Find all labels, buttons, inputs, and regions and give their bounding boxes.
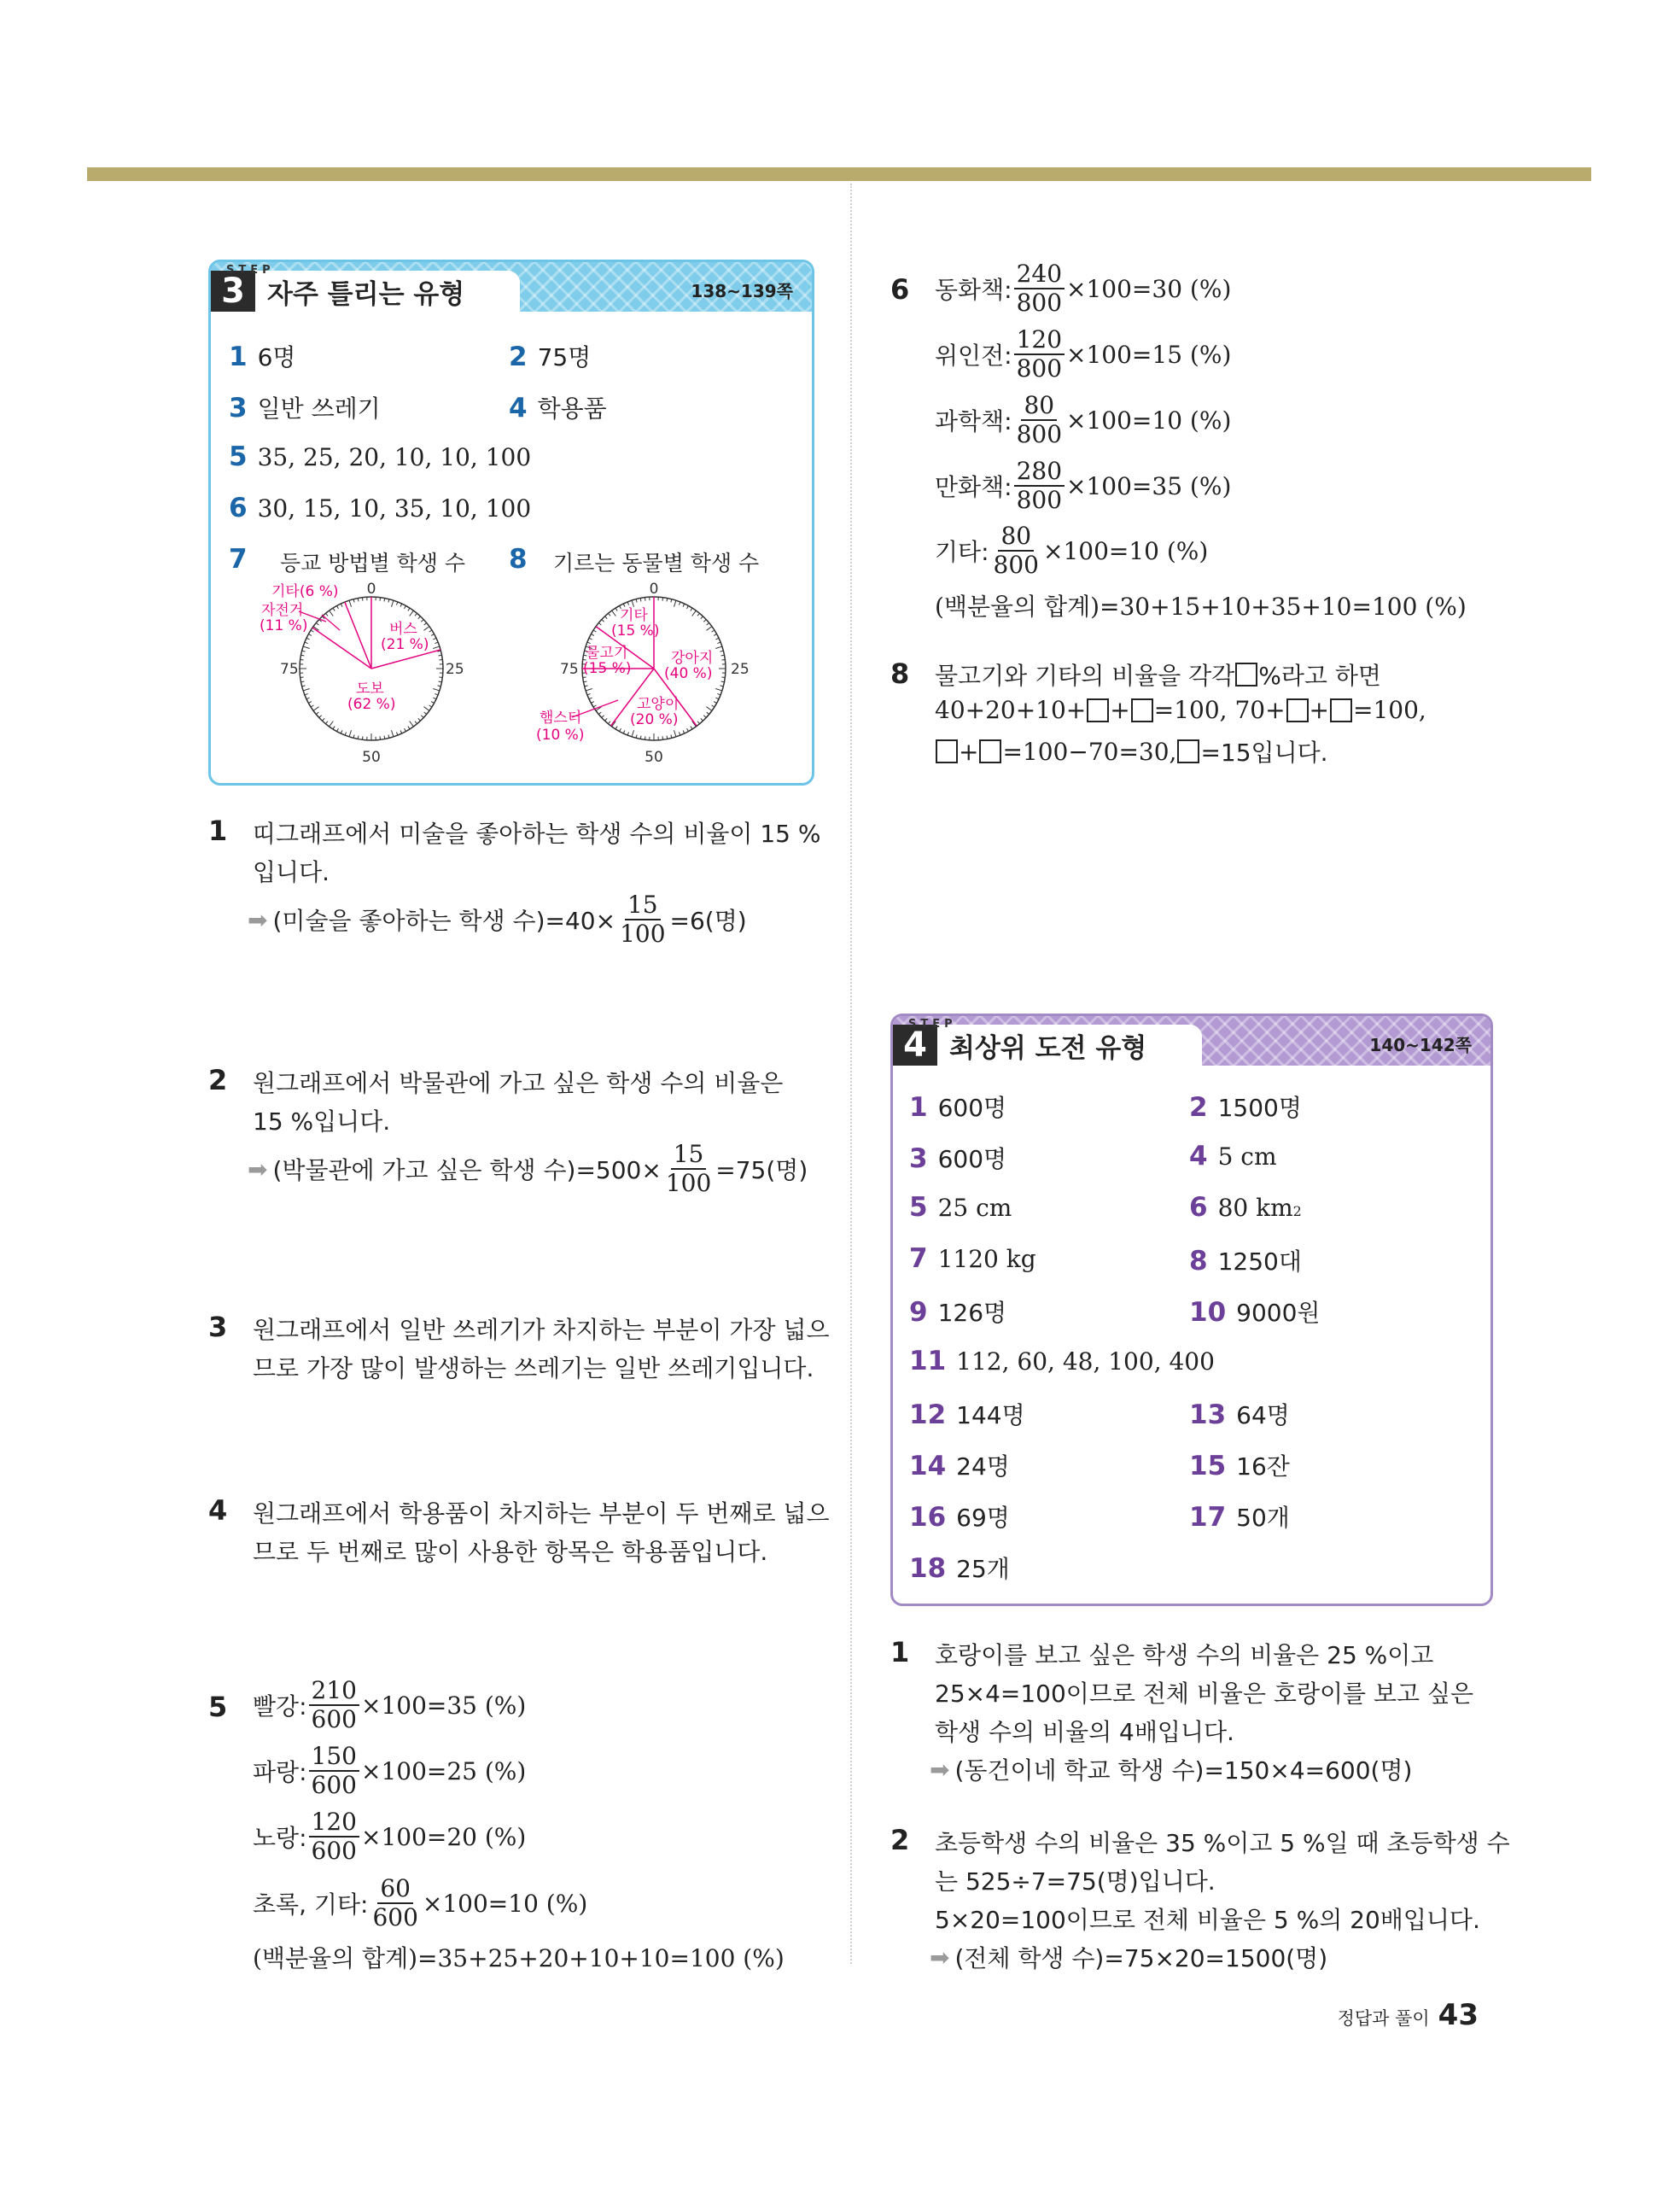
- step3-answer-3: 3 일반 쓰레기: [229, 393, 381, 424]
- pie8-label-dog-pct: (40 %): [664, 665, 713, 682]
- step4-header-band: [893, 1016, 1490, 1066]
- sol4-q1-line2: 25×4=100이므로 전체 비율은 호랑이를 보고 싶은: [935, 1680, 1474, 1708]
- blank-box: [1131, 698, 1153, 722]
- sol3-q6-row1: 동화책: $\frac{240}{800}$ ×100=30 (%): [935, 260, 1232, 317]
- sol3-q1-line2: 입니다.: [253, 858, 330, 886]
- step3-header-tab: [211, 264, 520, 312]
- tick-mark: [303, 646, 310, 648]
- sol3-q6-row3: 과학책: $\frac{80}{800}$ ×100=10 (%): [935, 391, 1232, 448]
- tick-mark: [586, 688, 592, 690]
- pie7-tick-25: 25: [446, 661, 464, 678]
- tick-mark: [715, 688, 722, 690]
- tick-mark: [349, 730, 351, 737]
- sol3-q2-formula: ➡ (박물관에 가고 싶은 학생 수)=500× $\frac{15}{100}$ =75(명): [248, 1140, 808, 1197]
- step4-answer-9: 9 126명: [909, 1297, 1007, 1328]
- footer-label: 정답과 풀이: [1337, 2008, 1430, 2029]
- fraction: $\frac{210}{600}$: [309, 1677, 359, 1733]
- pie8-title: 기르는 동물별 학생 수: [553, 551, 760, 576]
- tick-mark: [423, 707, 429, 711]
- sol3-q8-line3: + =100−70=30, =15입니다.: [935, 734, 1328, 768]
- step4-answer-10: 10 9000원: [1189, 1297, 1321, 1328]
- page-number: 43: [1438, 1998, 1479, 2032]
- step4-answer-13: 13 64명: [1189, 1399, 1290, 1430]
- sol4-q1-line1: 호랑이를 보고 싶은 학생 수의 비율은 25 %이고: [935, 1641, 1434, 1669]
- step4-answer-17: 17 50개: [1189, 1502, 1290, 1533]
- step3-answer-6: 6 30, 15, 10, 35, 10, 100: [229, 493, 532, 523]
- step4-header-tab: [893, 1018, 1202, 1066]
- pie7-tick-0: 0: [366, 581, 376, 598]
- blank-box: [1286, 698, 1309, 722]
- blank-box: [936, 739, 958, 763]
- step3-answer-2: 2 75명: [509, 342, 592, 372]
- sol4-q2-line2: 는 525÷7=75(명)입니다.: [935, 1867, 1216, 1896]
- sol3-q6-number: 6: [890, 273, 910, 306]
- pie-chart-8: [521, 579, 794, 767]
- sol3-q4-number: 4: [208, 1494, 228, 1527]
- step3-step-word: STEP: [226, 264, 275, 277]
- tick-mark: [706, 707, 711, 711]
- step4-answer-12: 12 144명: [909, 1399, 1025, 1430]
- pie8-label-hamster-pct: (10 %): [536, 727, 585, 744]
- step4-answer-1: 1 600명: [909, 1092, 1007, 1123]
- sol3-q8-number: 8: [890, 657, 910, 690]
- blank-box: [1330, 698, 1352, 722]
- sol3-q6-row2: 위인전: $\frac{120}{800}$ ×100=15 (%): [935, 325, 1232, 383]
- step4-answer-8: 8 1250대: [1189, 1246, 1302, 1277]
- step4-answer-11: 11 112, 60, 48, 100, 400: [909, 1346, 1215, 1376]
- sol3-q5-sum: (백분율의 합계)=35+25+20+10+10=100 (%): [253, 1944, 785, 1972]
- tick-mark: [632, 600, 633, 607]
- arrow-icon: ➡: [930, 1755, 950, 1784]
- sol4-q1-line3: 학생 수의 비율의 4배입니다.: [935, 1718, 1234, 1746]
- sol4-q2-line1: 초등학생 수의 비율은 35 %이고 5 %일 때 초등학생 수: [935, 1829, 1510, 1857]
- pie8-tick-0: 0: [649, 581, 659, 598]
- step3-number: 3: [211, 271, 255, 312]
- tick-mark: [330, 721, 334, 726]
- fraction: $\frac{80}{800}$: [1016, 391, 1063, 448]
- pie7-label-bike: 자전거: [261, 602, 304, 619]
- sol3-q4-line1: 원그래프에서 학용품이 차지하는 부분이 두 번째로 넓으: [253, 1499, 830, 1528]
- sol3-q5-number: 5: [208, 1691, 228, 1723]
- pie7-title: 등교 방법별 학생 수: [280, 551, 466, 576]
- tick-mark: [674, 730, 675, 737]
- pie8-label-etc: 기타: [620, 607, 648, 624]
- page-footer: [1338, 1998, 1479, 2032]
- column-divider: [850, 184, 852, 1964]
- fraction: $\frac{15}{100}$: [620, 891, 666, 948]
- tick-mark: [612, 611, 616, 616]
- tick-mark: [706, 627, 711, 631]
- fraction: $\frac{120}{800}$: [1014, 326, 1065, 383]
- blank-box: [1177, 739, 1199, 763]
- sol4-q1-line4: ➡ (동건이네 학교 학생 수)=150×4=600(명): [930, 1755, 1413, 1785]
- sol3-q8-line1: 물고기와 기타의 비율을 각각 %라고 하면: [935, 662, 1381, 690]
- sol3-q5-row4: 초록, 기타: $\frac{60}{600}$ ×100=10 (%): [253, 1874, 588, 1931]
- tick-mark: [715, 646, 722, 648]
- pie7-label-walk-pct: (62 %): [347, 696, 396, 713]
- pie7-pointer-1: [322, 615, 340, 630]
- tick-mark: [313, 707, 318, 711]
- step3-header-band: [211, 262, 812, 312]
- tick-mark: [433, 646, 440, 648]
- pie8-tick-75: 75: [560, 661, 579, 678]
- sol4-q1-number: 1: [890, 1636, 910, 1668]
- sol3-q2-line2: 15 %입니다.: [253, 1107, 391, 1136]
- pie8-label-etc-pct: (15 %): [611, 622, 660, 640]
- step3-answer-1: 1 6명: [229, 342, 296, 372]
- sol3-q1-formula: ➡ (미술을 좋아하는 학생 수)=40× $\frac{15}{100}$ =6(명): [248, 891, 747, 948]
- blank-box: [1235, 663, 1257, 687]
- sol3-q4-line2: 므로 두 번째로 많이 사용한 항목은 학용품입니다.: [253, 1538, 768, 1566]
- fraction: $\frac{15}{100}$: [665, 1140, 712, 1197]
- sol4-q2-line3: 5×20=100이므로 전체 비율은 5 %의 20배입니다.: [935, 1906, 1480, 1934]
- step4-answer-7: 7 1120 kg: [909, 1243, 1036, 1274]
- step3-answer-5: 5 35, 25, 20, 10, 10, 100: [229, 441, 532, 472]
- step4-answer-18: 18 25개: [909, 1553, 1010, 1584]
- tick-mark: [330, 611, 334, 616]
- fraction: $\frac{150}{600}$: [309, 1743, 359, 1799]
- tick-mark: [303, 688, 310, 690]
- sol3-q3-number: 3: [208, 1311, 228, 1343]
- pie8-label-dog: 강아지: [671, 650, 714, 667]
- arrow-icon: ➡: [248, 905, 268, 934]
- pie8-label-cat-pct: (20 %): [630, 711, 679, 728]
- tick-mark: [349, 600, 351, 607]
- step4-page-range: 140~142쪽: [1369, 1035, 1472, 1055]
- arrow-icon: ➡: [248, 1154, 268, 1183]
- pie8-label-fish-pct: (15 %): [583, 660, 632, 677]
- sol3-q3-line1: 원그래프에서 일반 쓰레기가 차지하는 부분이 가장 넓으: [253, 1316, 830, 1344]
- sol3-q1-line1: 띠그래프에서 미술을 좋아하는 학생 수의 비율이 15 %: [253, 820, 821, 848]
- pie7-label-bike-pct: (11 %): [260, 617, 308, 634]
- pie7-tick-50: 50: [362, 749, 381, 766]
- sol3-q5-row1: 빨강: $\frac{210}{600}$ ×100=35 (%): [253, 1676, 527, 1733]
- sol3-q8-line2: 40+20+10+ + =100, 70+ + =100,: [935, 696, 1426, 724]
- step4-answer-3: 3 600명: [909, 1143, 1007, 1174]
- pie8-tick-50: 50: [645, 749, 663, 766]
- step4-title: 최상위 도전 유형: [949, 1032, 1147, 1064]
- tick-mark: [433, 688, 440, 690]
- fraction: $\frac{60}{600}$: [372, 1874, 418, 1931]
- tick-mark: [692, 611, 697, 616]
- pie8-label-hamster: 햄스터: [540, 710, 582, 727]
- pie7-tick-75: 75: [280, 661, 299, 678]
- step3-title: 자주 틀리는 유형: [267, 278, 465, 310]
- fraction: $\frac{120}{600}$: [309, 1808, 359, 1865]
- step4-answer-14: 14 24명: [909, 1451, 1010, 1481]
- sol3-q3-line2: 므로 가장 많이 발생하는 쓰레기는 일반 쓰레기입니다.: [253, 1354, 814, 1382]
- step4-number: 4: [893, 1025, 937, 1066]
- step4-answer-15: 15 16잔: [1189, 1451, 1290, 1481]
- pie7-label-bus: 버스: [389, 621, 417, 638]
- sol4-q2-line4: ➡ (전체 학생 수)=75×20=1500(명): [930, 1943, 1328, 1972]
- sol3-q5-row2: 파랑: $\frac{150}{600}$ ×100=25 (%): [253, 1742, 527, 1799]
- blank-box: [1087, 698, 1109, 722]
- fraction: $\frac{240}{800}$: [1014, 260, 1065, 317]
- pie8-tick-25: 25: [731, 661, 750, 678]
- step3-answer-7: 7: [229, 544, 248, 575]
- tick-mark: [410, 721, 414, 726]
- step3-answer-4: 4 학용품: [509, 393, 607, 424]
- step4-answer-2: 2 1500명: [1189, 1092, 1302, 1123]
- sol4-q2-number: 2: [890, 1824, 910, 1856]
- fraction: $\frac{280}{800}$: [1014, 458, 1065, 514]
- sol3-q6-row4: 만화책: $\frac{280}{800}$ ×100=35 (%): [935, 457, 1232, 514]
- step4-answer-4: 4 5 cm: [1189, 1141, 1277, 1171]
- top-decorative-bar: [87, 167, 1591, 181]
- sol3-q2-number: 2: [208, 1064, 228, 1096]
- pie7-label-etc: 기타(6 %): [271, 583, 339, 600]
- tick-mark: [391, 730, 393, 737]
- sol3-q2-line1: 원그래프에서 박물관에 가고 싶은 학생 수의 비율은: [253, 1069, 784, 1097]
- tick-mark: [423, 627, 429, 631]
- step3-answer-8: 8: [509, 544, 528, 575]
- sol3-q6-row5: 기타: $\frac{80}{800}$ ×100=10 (%): [935, 522, 1209, 579]
- tick-mark: [391, 600, 393, 607]
- pie8-label-fish: 물고기: [586, 645, 628, 662]
- fraction: $\frac{80}{800}$: [993, 522, 1039, 579]
- sol3-q6-sum: (백분율의 합계)=30+15+10+35+10=100 (%): [935, 593, 1467, 621]
- sol3-q5-row3: 노랑: $\frac{120}{600}$ ×100=20 (%): [253, 1808, 527, 1865]
- step4-answer-16: 16 69명: [909, 1502, 1010, 1533]
- step3-page-range: 138~139쪽: [691, 281, 793, 301]
- tick-mark: [632, 730, 633, 737]
- tick-mark: [410, 611, 414, 616]
- step4-answer-6: 6 80 km 2: [1189, 1192, 1302, 1223]
- pie-chart-7: [239, 579, 495, 767]
- arrow-icon: ➡: [930, 1943, 950, 1972]
- pie7-label-bus-pct: (21 %): [381, 636, 429, 653]
- step4-step-word: STEP: [908, 1018, 957, 1031]
- pie7-label-walk: 도보: [356, 681, 384, 698]
- blank-box: [979, 739, 1001, 763]
- tick-mark: [674, 600, 675, 607]
- step4-answer-5: 5 25 cm: [909, 1192, 1012, 1223]
- sol3-q1-number: 1: [208, 815, 228, 847]
- pie8-label-cat: 고양이: [637, 696, 680, 713]
